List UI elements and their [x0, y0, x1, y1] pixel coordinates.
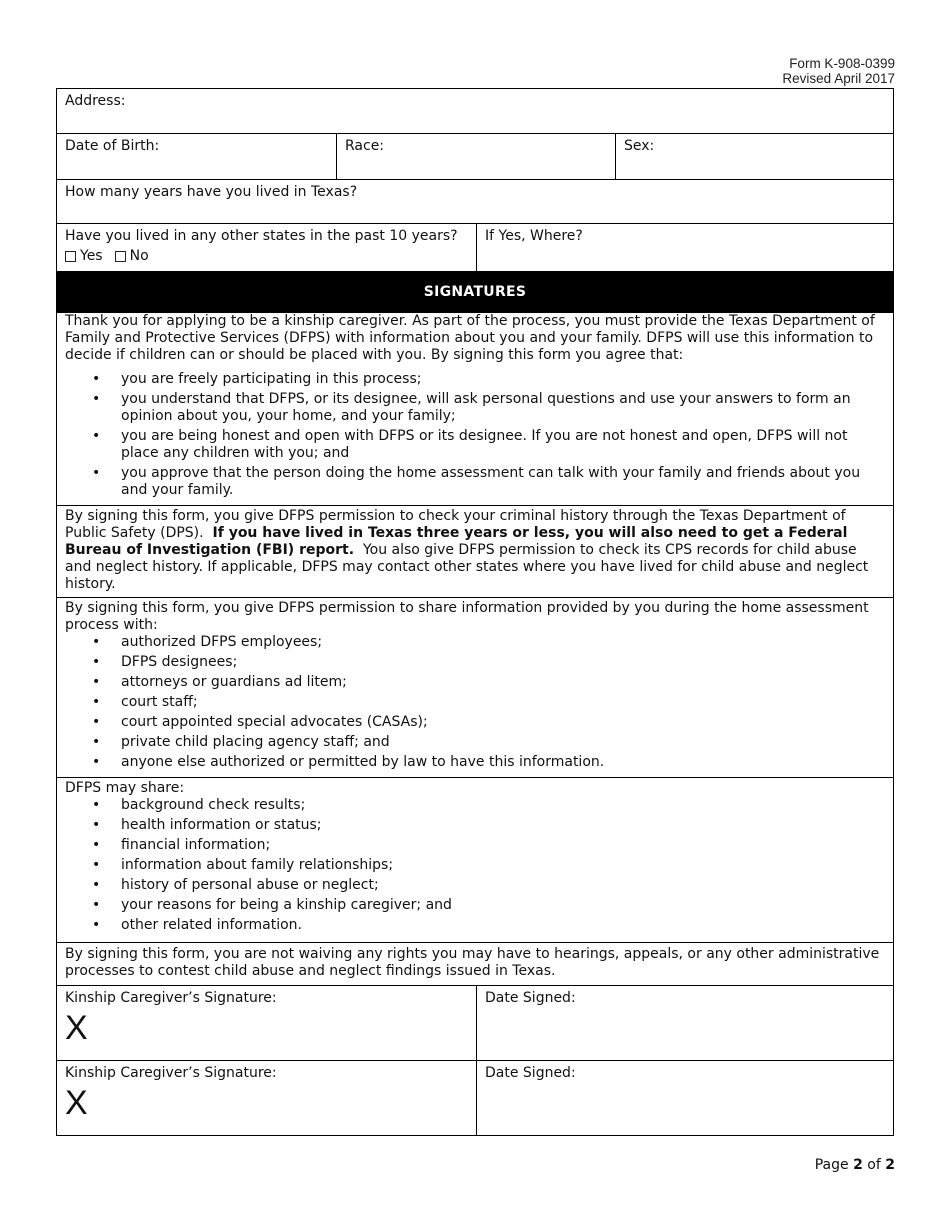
- may-share-block: [57, 778, 893, 943]
- dob-label: Date of Birth:: [65, 138, 160, 154]
- no-checkbox[interactable]: [115, 251, 126, 262]
- years-texas-field[interactable]: [57, 180, 893, 223]
- address-row: [57, 89, 893, 134]
- years-texas-row: [57, 180, 893, 224]
- list-item: • information about family relationships;: [65, 857, 885, 874]
- date-signed-field-2[interactable]: [476, 1061, 893, 1135]
- signature-row-1: [57, 986, 893, 1061]
- date-signed-label: Date Signed:: [485, 990, 576, 1006]
- list-item: • you approve that the person doing the home assessment can talk with your family and friends about you and your family.: [65, 465, 885, 499]
- if-yes-label: If Yes, Where?: [485, 228, 583, 244]
- other-states-row: [57, 224, 893, 272]
- address-label: Address:: [65, 93, 126, 109]
- share-with-block: [57, 598, 893, 778]
- list-item: • history of personal abuse or neglect;: [65, 877, 885, 894]
- signatures-title: SIGNATURES: [57, 272, 893, 312]
- list-item: • your reasons for being a kinship caregiver; and: [65, 897, 885, 914]
- address-field[interactable]: [57, 89, 893, 133]
- no-label: No: [129, 248, 149, 264]
- signature-label: Kinship Caregiver’s Signature:: [65, 990, 277, 1006]
- list-item: • court staff;: [65, 694, 885, 711]
- page-number: [815, 1157, 895, 1173]
- agreement-block: [57, 313, 893, 506]
- list-item: • you are being honest and open with DFPS or its designee. If you are not honest and open, DFPS will not place any children with you; and: [65, 428, 885, 462]
- agreement-list: [65, 371, 885, 499]
- yes-checkbox[interactable]: [65, 251, 76, 262]
- list-item: • private child placing agency staff; and: [65, 734, 885, 751]
- may-share-list: [65, 797, 885, 934]
- date-signed-field-1[interactable]: [476, 986, 893, 1060]
- may-share-intro: DFPS may share:: [65, 780, 185, 796]
- form-number: Form K-908-0399: [789, 56, 895, 71]
- if-yes-field[interactable]: [476, 224, 893, 271]
- signatures-header-row: [57, 272, 893, 313]
- fbi-requirement: If you have lived in Texas three years or less, you will also need to get a Federal Bureau of Investigation (FBI) report.: [65, 525, 848, 558]
- page-current: 2: [853, 1157, 863, 1173]
- criminal-history-text: [65, 508, 885, 593]
- criminal-history-post: You also give DFPS permission to check its CPS records for child abuse and neglect history. If applicable, DFPS may contact other states where you have lived for child abuse and neglect history.: [65, 542, 869, 592]
- list-item: • authorized DFPS employees;: [65, 634, 885, 651]
- kinship-form: [56, 88, 894, 1136]
- agreement-intro: Thank you for applying to be a kinship caregiver. As part of the process, you must provide the Texas Department of Family and Protective Services (DFPS) with information about you and your family. DFPS will use this information to decide if children can or should be placed with you. By signing this form you agree that:: [65, 313, 875, 363]
- other-states-label: Have you lived in any other states in the past 10 years?: [65, 228, 458, 244]
- date-signed-label: Date Signed:: [485, 1065, 576, 1081]
- signature-field-1[interactable]: [57, 986, 476, 1060]
- page-total: 2: [885, 1157, 895, 1173]
- criminal-history-block: [57, 506, 893, 598]
- list-item: • attorneys or guardians ad litem;: [65, 674, 885, 691]
- signature-label: Kinship Caregiver’s Signature:: [65, 1065, 277, 1081]
- list-item: • you are freely participating in this process;: [65, 371, 885, 388]
- waiver-text: By signing this form, you are not waiving any rights you may have to hearings, appeals, or any other administrative processes to contest child abuse and neglect findings issued in Texas.: [65, 946, 880, 979]
- page-prefix: Page: [814, 1157, 849, 1173]
- list-item: • you understand that DFPS, or its designee, will ask personal questions and use your answers to form an opinion about you, your home, and your family;: [65, 391, 885, 425]
- years-texas-label: How many years have you lived in Texas?: [65, 184, 358, 200]
- share-intro: By signing this form, you give DFPS permission to share information provided by you during the home assessment process with:: [65, 600, 869, 633]
- revision-date: Revised April 2017: [782, 71, 895, 86]
- list-item: • other related information.: [65, 917, 885, 934]
- yes-no-group: [65, 248, 468, 265]
- sex-field[interactable]: [615, 134, 893, 179]
- other-states-field: [57, 224, 476, 271]
- dob-field[interactable]: [57, 134, 336, 179]
- list-item: • anyone else authorized or permitted by law to have this information.: [65, 754, 885, 771]
- list-item: • health information or status;: [65, 817, 885, 834]
- waiver-block: [57, 943, 893, 986]
- page-of: of: [867, 1157, 881, 1173]
- signature-mark: X: [65, 1084, 88, 1122]
- list-item: • court appointed special advocates (CASAs);: [65, 714, 885, 731]
- signature-field-2[interactable]: [57, 1061, 476, 1135]
- list-item: • DFPS designees;: [65, 654, 885, 671]
- race-label: Race:: [345, 138, 385, 154]
- form-identifier: [782, 56, 895, 86]
- race-field[interactable]: [336, 134, 615, 179]
- signature-mark: X: [65, 1009, 88, 1047]
- share-list: [65, 634, 885, 771]
- list-item: • financial information;: [65, 837, 885, 854]
- list-item: • background check results;: [65, 797, 885, 814]
- signature-row-2: [57, 1061, 893, 1135]
- demographics-row: [57, 134, 893, 180]
- criminal-history-pre: By signing this form, you give DFPS permission to check your criminal history through the Texas Department of Public Safety (DPS).: [65, 508, 846, 541]
- yes-label: Yes: [80, 248, 103, 264]
- sex-label: Sex:: [624, 138, 655, 154]
